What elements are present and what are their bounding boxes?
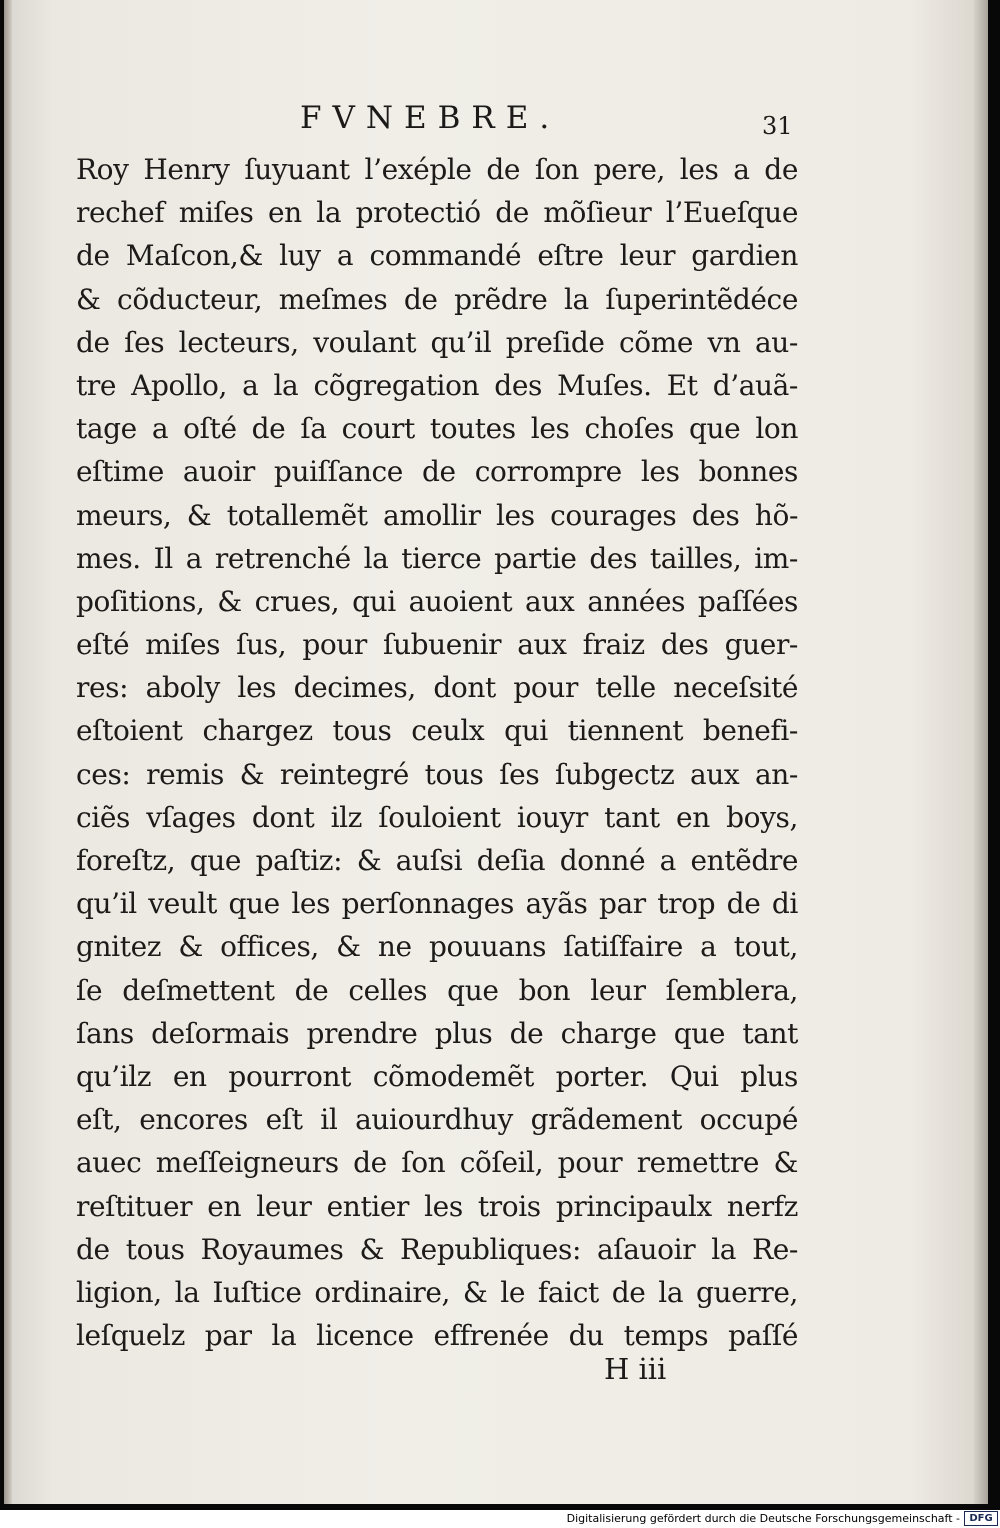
text-line: eſt, encores eſt il auiourdhuy grãdement occupé bbox=[76, 1103, 798, 1137]
page-number: 31 bbox=[762, 112, 793, 140]
funding-credit: Digitalisierung gefördert durch die Deutsche Forschungsgemeinschaft - bbox=[566, 1512, 960, 1525]
page-edge-shadow bbox=[974, 0, 988, 1504]
text-line: res: aboly les decimes, dont pour telle neceſsité bbox=[76, 671, 798, 705]
running-head: FVNEBRE. bbox=[300, 100, 561, 136]
text-line: qu’ilz en pourront cõmodemẽt porter. Qui plus bbox=[76, 1059, 798, 1093]
text-line: rechef miſes en la protectió de mõſieur l’Eueſque bbox=[76, 196, 798, 230]
book-page bbox=[4, 0, 988, 1504]
text-line: eſtoient chargez tous ceulx qui tiennent benefi- bbox=[76, 714, 798, 748]
text-line: leſquelz par la licence effrenée du temps paſſé bbox=[76, 1319, 798, 1353]
page-gutter-shadow bbox=[4, 0, 12, 1504]
text-line: Roy Henry ſuyuant l’exéple de ſon pere, les a de bbox=[76, 153, 798, 186]
text-line: ligion, la Iuſtice ordinaire, & le faict de la guerre, bbox=[76, 1275, 798, 1309]
text-line: eſtime auoir puiſſance de corrompre les bonnes bbox=[76, 455, 798, 489]
text-line: poſitions, & crues, qui auoient aux années paſſées bbox=[76, 584, 798, 618]
text-line: foreſtz, que paſtiz: & auſsi deſia donné a entẽdre bbox=[76, 844, 798, 877]
text-line: mes. Il a retrenché la tierce partie des tailles, im- bbox=[76, 541, 798, 575]
text-line: qu’il veult que les perſonnages ayãs par trop de di bbox=[76, 887, 798, 921]
text-line: eſté miſes ſus, pour ſubuenir aux fraiz des guer- bbox=[76, 628, 798, 662]
text-line: ſe deſmettent de celles que bon leur ſemblera, bbox=[76, 973, 798, 1007]
text-line: & cõducteur, meſmes de prẽdre la ſuperintẽdéce bbox=[76, 282, 798, 316]
text-line: de Maſcon,& luy a commandé eſtre leur gardien bbox=[76, 239, 798, 273]
body-text bbox=[76, 148, 798, 1357]
text-line: gnitez & offices, & ne pouuans ſatiſfaire a tout, bbox=[76, 930, 798, 964]
dfg-logo: DFG bbox=[964, 1511, 998, 1526]
text-line: ciẽs vſages dont ilz ſouloient iouyr tant en boys, bbox=[76, 800, 798, 834]
text-line: auec meſſeigneurs de ſon cõſeil, pour remettre & bbox=[76, 1146, 798, 1180]
text-line: de tous Royaumes & Republiques: aſauoir la Re- bbox=[76, 1232, 798, 1266]
text-line: reſtituer en leur entier les trois principaulx nerfz bbox=[76, 1189, 798, 1223]
signature-mark: H iii bbox=[604, 1352, 667, 1386]
text-line: ſans deſormais prendre plus de charge que tant bbox=[76, 1016, 798, 1050]
text-line: tage a oſté de ſa court toutes les choſes que lon bbox=[76, 412, 798, 446]
text-line: meurs, & totallemẽt amollir les courages des hõ- bbox=[76, 498, 798, 532]
text-line: tre Apollo, a la cõgregation des Muſes. Et d’auã- bbox=[76, 368, 798, 402]
text-line: ces: remis & reintegré tous ſes ſubgectz aux an- bbox=[76, 757, 798, 791]
text-line: de ſes lecteurs, voulant qu’il preſide cõme vn au- bbox=[76, 325, 798, 359]
